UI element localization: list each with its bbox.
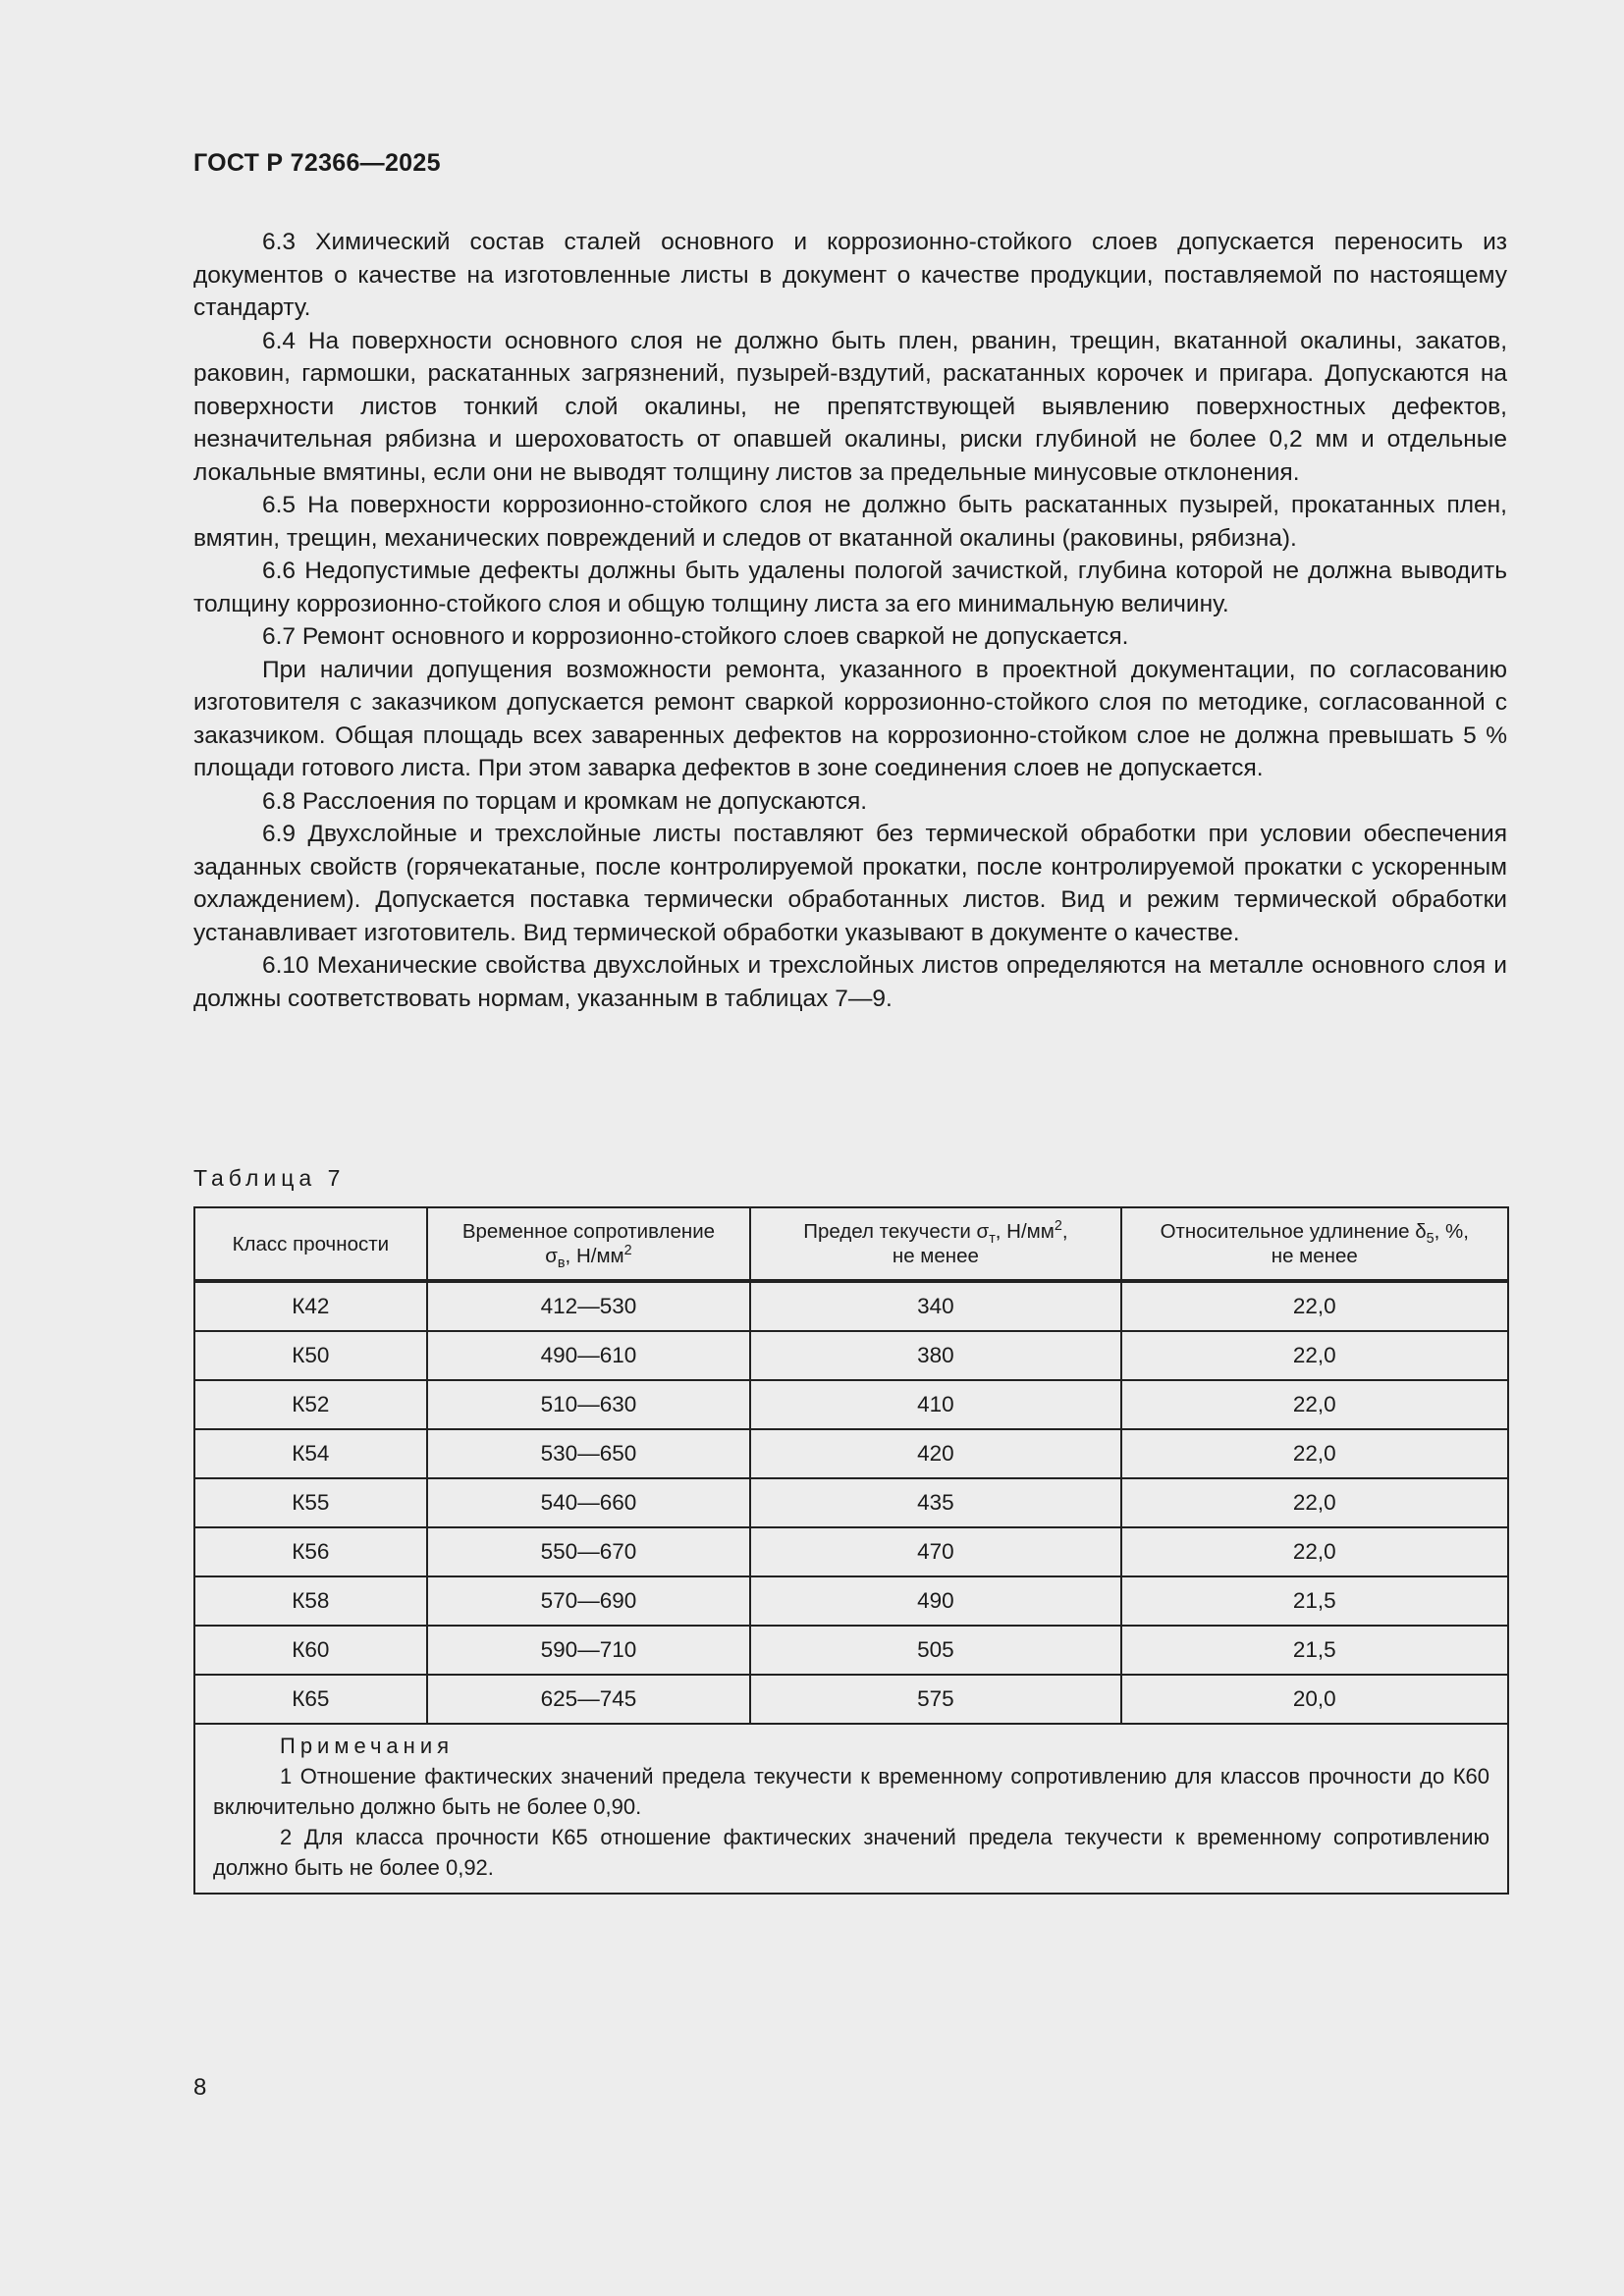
- cell-yield: 410: [750, 1380, 1120, 1429]
- cell-elongation: 21,5: [1121, 1626, 1508, 1675]
- cell-elongation: 20,0: [1121, 1675, 1508, 1724]
- mechanical-properties-table: [193, 1206, 1509, 1895]
- cell-tensile: 540—660: [427, 1478, 751, 1527]
- cell-elongation: 22,0: [1121, 1281, 1508, 1331]
- header-yield-sub: т: [989, 1231, 996, 1248]
- cell-strength-class: К65: [194, 1675, 427, 1724]
- cell-strength-class: К52: [194, 1380, 427, 1429]
- note-item: 2 Для класса прочности К65 отношение фактических значений предела текучести к временному сопротивлению должно быть не более 0,92.: [213, 1825, 1489, 1880]
- paragraph-6-10: 6.10 Механические свойства двухслойных и трехслойных листов определяются на металле основного слоя и должны соответствовать нормам, указанным в таблицах 7—9.: [193, 952, 1507, 1012]
- cell-elongation: 22,0: [1121, 1380, 1508, 1429]
- paragraph-6-7: 6.7 Ремонт основного и коррозионно-стойкого слоев сваркой не допускается.: [262, 623, 1129, 650]
- table-header-row: [194, 1207, 1508, 1281]
- header-yield-unit: , Н/мм: [995, 1220, 1055, 1243]
- cell-elongation: 22,0: [1121, 1478, 1508, 1527]
- header-yield-line1: Предел текучести: [803, 1220, 977, 1243]
- table-notes-row: [194, 1724, 1508, 1894]
- table-row: [194, 1380, 1508, 1429]
- cell-strength-class: К54: [194, 1429, 427, 1478]
- cell-tensile: 590—710: [427, 1626, 751, 1675]
- header-tensile-sub: в: [557, 1255, 566, 1272]
- table-row: [194, 1281, 1508, 1331]
- table-row: [194, 1527, 1508, 1576]
- header-yield-symbol: σ: [976, 1220, 990, 1243]
- cell-tensile: 510—630: [427, 1380, 751, 1429]
- header-tensile-symbol: σ: [545, 1245, 558, 1267]
- cell-yield: 420: [750, 1429, 1120, 1478]
- cell-strength-class: К60: [194, 1626, 427, 1675]
- table-notes: [194, 1724, 1508, 1894]
- cell-yield: 575: [750, 1675, 1120, 1724]
- header-yield-tail: ,: [1061, 1220, 1068, 1243]
- header-tensile-sup: 2: [623, 1243, 632, 1259]
- paragraph-6-3: 6.3 Химический состав сталей основного и коррозионно-стойкого слоев допускается переносить из документов о качестве на изготовленные листы в документ о качестве продукции, поставляемой по настоящему стандарту.: [193, 229, 1507, 321]
- cell-strength-class: К58: [194, 1576, 427, 1626]
- cell-tensile: 412—530: [427, 1281, 751, 1331]
- header-elongation-line2: не менее: [1271, 1245, 1358, 1267]
- cell-yield: 380: [750, 1331, 1120, 1380]
- table-row: [194, 1675, 1508, 1724]
- cell-yield: 435: [750, 1478, 1120, 1527]
- paragraph-6-4: 6.4 На поверхности основного слоя не должно быть плен, рванин, трещин, вкатанной окалины, закатов, раковин, гармошки, раскатанных загрязнений, пузырей-вздутий, раскатанных корочек и пригара. Допускаются на поверхности листов тонкий слой окалины, не препятствующей выявлению поверхностных дефектов, незначительная рябизна и шероховатость от опавшей окалины, риски глубиной не более 0,2 мм и отдельные локальные вмятины, если они не выводят толщину листов за предельные минусовые отклонения.: [193, 327, 1507, 486]
- cell-tensile: 625—745: [427, 1675, 751, 1724]
- cell-strength-class: К50: [194, 1331, 427, 1380]
- header-tensile-line1: Временное сопротивление: [461, 1220, 716, 1243]
- header-yield-line2: не менее: [892, 1245, 979, 1267]
- cell-tensile: 490—610: [427, 1331, 751, 1380]
- table-row: [194, 1429, 1508, 1478]
- header-strength-class: [194, 1207, 427, 1281]
- cell-strength-class: К56: [194, 1527, 427, 1576]
- table-caption: Таблица 7: [193, 1165, 346, 1191]
- cell-yield: 490: [750, 1576, 1120, 1626]
- paragraph-6-9: 6.9 Двухслойные и трехслойные листы поставляют без термической обработки при условии обеспечения заданных свойств (горячекатаные, после контролируемой прокатки, после контролируемой прокатки с ускоренным охлаждением). Допускается поставка термически обработанных листов. Вид и режим термической обработки устанавливает изготовитель. Вид термической обработки указывают в документе о качестве.: [193, 821, 1507, 946]
- note-item: 1 Отношение фактических значений предела текучести к временному сопротивлению для классов прочности до К60 включительно должно быть не более 0,90.: [213, 1764, 1489, 1819]
- header-tensile-strength: [427, 1207, 751, 1281]
- cell-elongation: 22,0: [1121, 1527, 1508, 1576]
- cell-strength-class: К55: [194, 1478, 427, 1527]
- cell-elongation: 21,5: [1121, 1576, 1508, 1626]
- body-text: [193, 226, 1507, 1015]
- table-row: [194, 1478, 1508, 1527]
- cell-yield: 340: [750, 1281, 1120, 1331]
- cell-yield: 505: [750, 1626, 1120, 1675]
- cell-elongation: 22,0: [1121, 1429, 1508, 1478]
- paragraph-6-7-repair: При наличии допущения возможности ремонта, указанного в проектной документации, по согласованию изготовителя с заказчиком допускается ремонт сваркой коррозионно-стойкого слоя по методике, согласованной с заказчиком. Общая площадь всех заваренных дефектов на коррозионно-стойком слое не должна превышать 5 % площади готового листа. При этом заварка дефектов в зоне соединения слоев не допускается.: [193, 656, 1507, 781]
- header-strength-class-label: Класс прочности: [232, 1232, 390, 1255]
- cell-tensile: 570—690: [427, 1576, 751, 1626]
- paragraph-6-6: 6.6 Недопустимые дефекты должны быть удалены пологой зачисткой, глубина которой не должна выводить толщину коррозионно-стойкого слоя и общую толщину листа за его минимальную величину.: [193, 558, 1507, 617]
- table-row: [194, 1626, 1508, 1675]
- document-header: ГОСТ Р 72366—2025: [193, 149, 441, 177]
- page-number: 8: [193, 2074, 207, 2101]
- notes-title: Примечания: [280, 1734, 455, 1758]
- cell-tensile: 530—650: [427, 1429, 751, 1478]
- table-row: [194, 1576, 1508, 1626]
- header-yield-sup: 2: [1054, 1218, 1062, 1235]
- header-elongation-line1: Относительное удлинение: [1160, 1220, 1416, 1243]
- header-elongation: [1121, 1207, 1508, 1281]
- header-elongation-symbol: δ: [1415, 1220, 1427, 1243]
- cell-yield: 470: [750, 1527, 1120, 1576]
- cell-elongation: 22,0: [1121, 1331, 1508, 1380]
- header-elongation-unit: , %,: [1434, 1220, 1469, 1243]
- header-yield-strength: [750, 1207, 1120, 1281]
- header-tensile-unit: , Н/мм: [565, 1245, 624, 1267]
- paragraph-6-5: 6.5 На поверхности коррозионно-стойкого слоя не должно быть раскатанных пузырей, прокатанных плен, вмятин, трещин, механических повреждений и следов от вкатанной окалины (раковины, рябизна).: [193, 492, 1507, 552]
- paragraph-6-8: 6.8 Расслоения по торцам и кромкам не допускаются.: [262, 787, 868, 815]
- cell-tensile: 550—670: [427, 1527, 751, 1576]
- table-row: [194, 1331, 1508, 1380]
- header-elongation-sub: 5: [1426, 1231, 1435, 1248]
- cell-strength-class: К42: [194, 1281, 427, 1331]
